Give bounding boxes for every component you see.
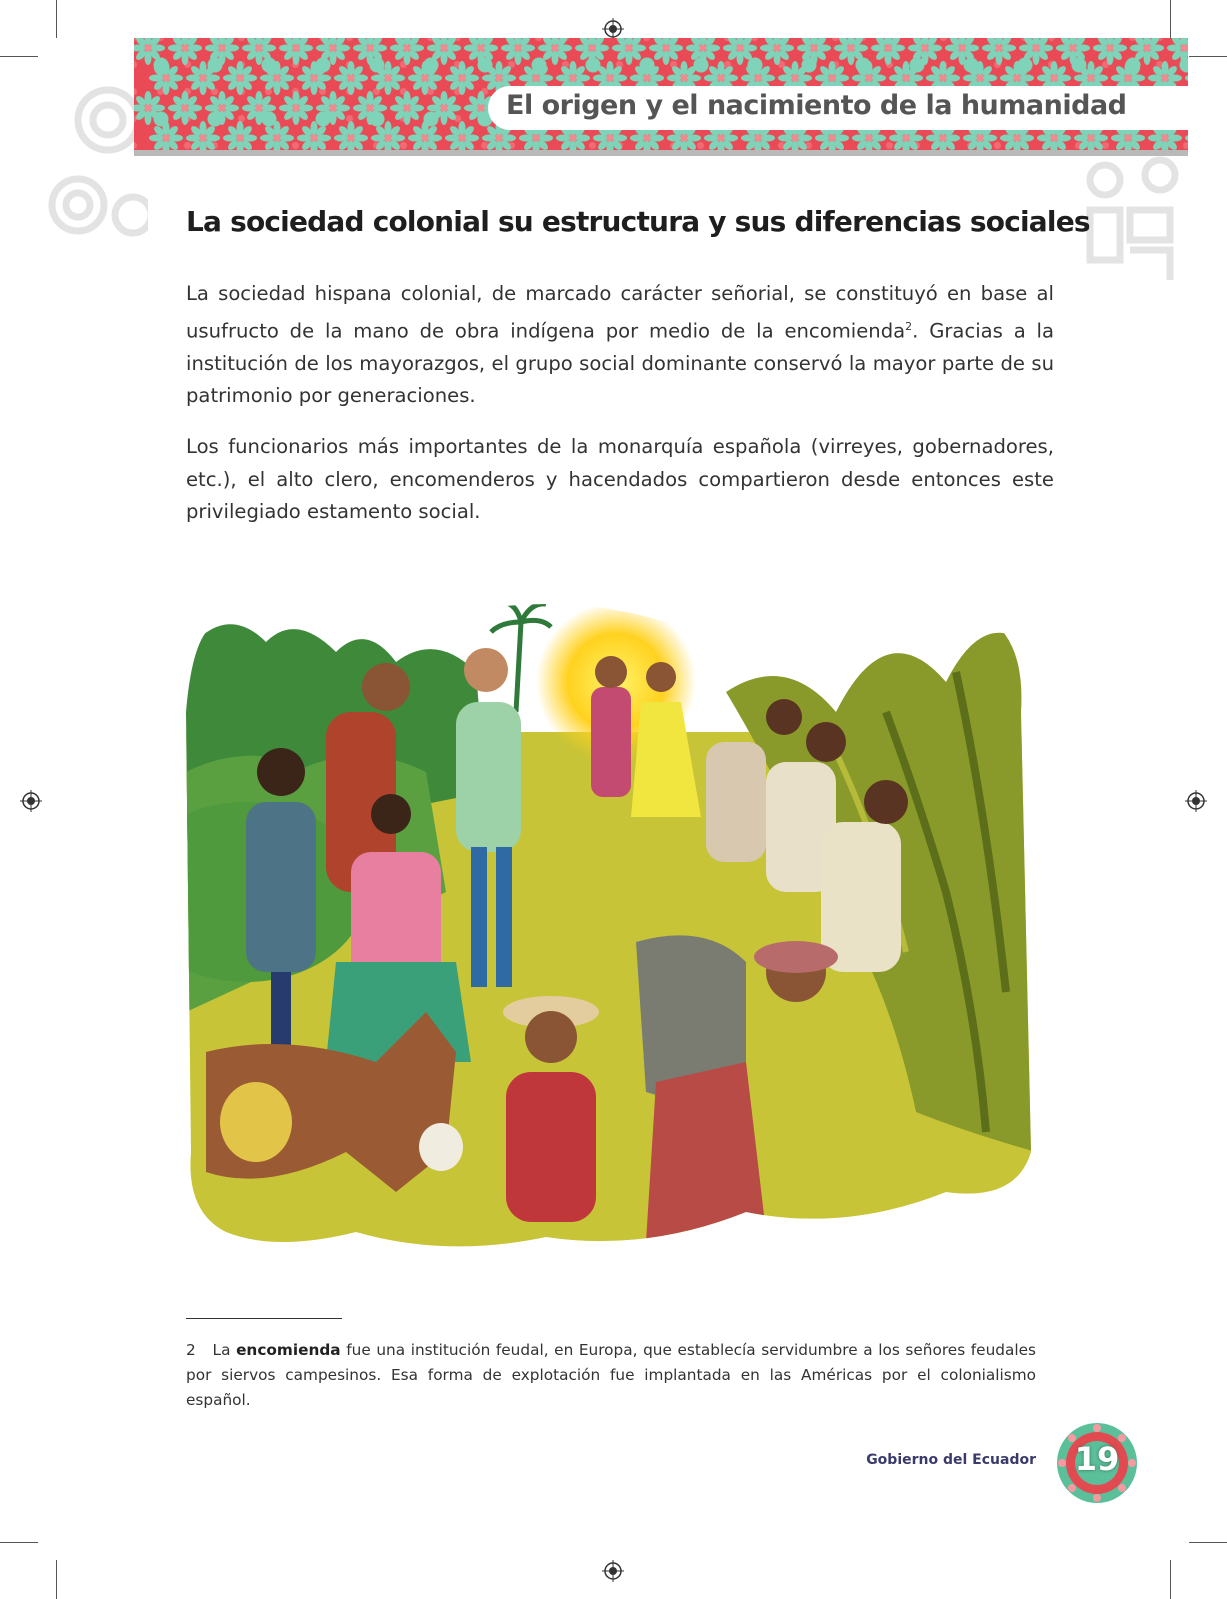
banner-flower-icon <box>316 38 350 65</box>
banner-flower-icon <box>445 121 479 150</box>
banner-flower-icon <box>279 91 313 125</box>
banner-flower-icon <box>686 38 720 65</box>
page-number: 19 <box>1074 1440 1120 1478</box>
footnote-text: fue una institución feudal, en Europa, que establecía servidumbre a los señores feudales por siervos campesinos. Esa forma de explotación fue implantada en las Américas por el colonialismo español. <box>186 1341 1036 1409</box>
footnote-term: encomienda <box>236 1341 341 1359</box>
banner-flower-icon <box>186 61 220 95</box>
banner-flower-icon <box>205 38 239 65</box>
banner-flower-icon <box>723 38 757 65</box>
crop-mark <box>56 1560 57 1599</box>
banner-flower-icon <box>223 121 257 150</box>
spiral-ornament-icon <box>1080 150 1188 290</box>
crop-mark <box>0 1542 38 1543</box>
banner-flower-icon <box>797 38 831 65</box>
paragraph-1-text: La sociedad hispana colonial, de marcado carácter señorial, se constituyó en base al usufructo de la mano de obra indígena por medio de la encomienda <box>186 282 1054 343</box>
banner-flower-icon <box>334 61 368 95</box>
banner-flower-icon <box>260 61 294 95</box>
banner-flower-icon <box>1167 38 1188 65</box>
paragraph-1 <box>186 278 1054 413</box>
banner-flower-icon <box>760 38 794 65</box>
banner-flower-icon <box>353 38 387 65</box>
crop-mark <box>56 0 57 38</box>
footnote-divider <box>186 1318 342 1319</box>
crop-mark <box>0 56 38 57</box>
banner-flower-icon <box>908 38 942 65</box>
banner-flower-icon <box>297 61 331 95</box>
footnote-lead: La <box>212 1341 231 1359</box>
registration-mark-icon <box>602 1560 624 1582</box>
banner-flower-icon <box>408 61 442 95</box>
banner-flower-icon <box>649 38 683 65</box>
banner-flower-icon <box>279 38 313 65</box>
banner-flower-icon <box>612 38 646 65</box>
banner-flower-icon <box>390 91 424 125</box>
banner-flower-icon <box>1093 38 1127 65</box>
banner-flower-icon <box>445 61 479 95</box>
footnote <box>186 1338 1036 1413</box>
banner-flower-icon <box>297 121 331 150</box>
header-title: El origen y el nacimiento de la humanidad <box>506 90 1127 121</box>
banner-flower-icon <box>223 61 257 95</box>
banner-flower-icon <box>408 121 442 150</box>
banner-flower-icon <box>149 61 183 95</box>
banner-flower-icon <box>1056 38 1090 65</box>
banner-flower-icon <box>242 91 276 125</box>
banner-flower-icon <box>575 38 609 65</box>
section-heading: La sociedad colonial su estructura y sus diferencias sociales <box>186 205 1090 238</box>
registration-mark-icon <box>20 790 42 812</box>
banner-flower-icon <box>149 121 183 150</box>
banner-flower-icon <box>538 38 572 65</box>
banner-flower-icon <box>871 38 905 65</box>
crop-mark <box>1189 56 1227 57</box>
banner-flower-icon <box>134 38 165 65</box>
banner-flower-icon <box>205 91 239 125</box>
banner-flower-icon <box>390 38 424 65</box>
banner-flower-icon <box>168 91 202 125</box>
crop-mark <box>1170 0 1171 38</box>
banner-flower-icon <box>371 121 405 150</box>
banner-flower-icon <box>353 91 387 125</box>
banner-flower-icon <box>316 91 350 125</box>
banner-flower-icon <box>371 61 405 95</box>
banner-flower-icon <box>186 121 220 150</box>
banner-flower-icon <box>334 121 368 150</box>
banner-flower-icon <box>982 38 1016 65</box>
banner-flower-icon <box>134 91 165 125</box>
banner-flower-icon <box>1019 38 1053 65</box>
banner-flower-icon <box>834 38 868 65</box>
paragraph-2: Los funcionarios más importantes de la monarquía española (virreyes, gobernadores, etc.), el alto clero, encomenderos y hacendados compartieron desde entonces este privilegiado estamento social. <box>186 435 1054 523</box>
footnote-reference[interactable]: 2 <box>905 319 913 333</box>
crop-mark <box>1170 1560 1171 1599</box>
footnote-number: 2 <box>186 1341 196 1359</box>
banner-flower-icon <box>501 38 535 65</box>
publisher-label: Gobierno del Ecuador <box>866 1452 1036 1468</box>
banner-flower-icon <box>945 38 979 65</box>
colonial-society-illustration <box>186 592 1036 1258</box>
banner-flower-icon <box>260 121 294 150</box>
registration-mark-icon <box>602 18 624 40</box>
paragraph-1-text-continued: . Gracias a la institución de los mayorazgos, el grupo social dominante conservó la mayor parte de su patrimonio por generaciones. <box>186 319 1054 408</box>
banner-flower-icon <box>427 91 461 125</box>
spiral-ornament-icon <box>38 40 148 250</box>
banner-flower-icon <box>242 38 276 65</box>
crop-mark <box>1189 1542 1227 1543</box>
banner-flower-icon <box>1130 38 1164 65</box>
banner-flower-icon <box>168 38 202 65</box>
registration-mark-icon <box>1185 790 1207 812</box>
banner-flower-icon <box>427 38 461 65</box>
banner-flower-icon <box>464 38 498 65</box>
